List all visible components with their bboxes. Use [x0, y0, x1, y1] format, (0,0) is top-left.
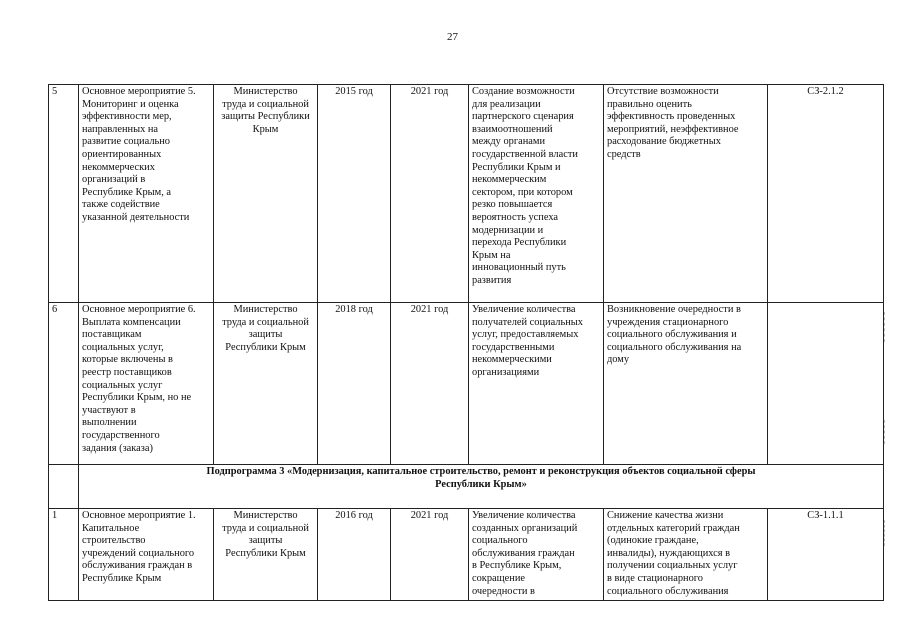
executor-cell: Министерство труда и социальной защиты Республики Крым: [214, 85, 318, 303]
row-number: 6: [49, 303, 79, 465]
subprogram-title: Подпрограмма 3 «Модернизация, капитальное строительство, ремонт и реконструкция объектов социальной сферы Республики Крым»: [79, 465, 884, 509]
table-row: [49, 85, 884, 303]
executor-cell: Министерство труда и социальной защиты Республики Крым: [214, 303, 318, 465]
expected-result: Увеличение количества созданных организаций социального обслуживания граждан в Республике Крым, сокращение очередности в: [469, 509, 604, 601]
measure-title: Основное мероприятие 6. Выплата компенсации поставщикам социальных услуг, которые включены в реестр поставщиков социальных услуг Республики Крым, но не участвуют в выполнении государственного задания (заказа): [79, 303, 214, 465]
expected-result: Увеличение количества получателей социальных услуг, предоставляемых государственными некоммерческими организациями: [469, 303, 604, 465]
row-number: 1: [49, 509, 79, 601]
non-implementation-consequences: Возникновение очередности в учреждения стационарного социального обслуживания и социального обслуживания на дому: [604, 303, 768, 465]
row-number-empty: [49, 465, 79, 509]
start-year: 2015 год: [318, 85, 391, 303]
indicator-code: [768, 303, 884, 465]
row-number: 5: [49, 85, 79, 303]
scan-mark: [884, 420, 891, 444]
end-year: 2021 год: [391, 509, 469, 601]
scan-mark: [884, 312, 891, 342]
executor-cell: Министерство труда и социальной защиты Республики Крым: [214, 509, 318, 601]
start-year: 2018 год: [318, 303, 391, 465]
measure-title: Основное мероприятие 5. Мониторинг и оценка эффективности мер, направленных на развитие социально ориентированных некоммерческих организаций в Республике Крым, а также содействие указанной деятельности: [79, 85, 214, 303]
page-number: 27: [447, 31, 458, 43]
start-year: 2016 год: [318, 509, 391, 601]
measures-table: [48, 84, 884, 601]
table-row: [49, 303, 884, 465]
measure-title: Основное мероприятие 1. Капитальное строительство учреждений социального обслуживания граждан в Республике Крым: [79, 509, 214, 601]
expected-result: Создание возможности для реализации партнерского сценария взаимоотношений между органами государственной власти Республики Крым и некоммерческим сектором, при котором резко повышается вероятность успеха модернизации и перехода Республики Крым на инновационный путь развития: [469, 85, 604, 303]
non-implementation-consequences: Отсутствие возможности правильно оценить эффективность проведенных мероприятий, неэффективное расходование бюджетных средств: [604, 85, 768, 303]
non-implementation-consequences: Снижение качества жизни отдельных категорий граждан (одинокие граждане, инвалиды), нуждающихся в получении социальных услуг в виде стационарного социального обслуживания: [604, 509, 768, 601]
indicator-code: СЗ-1.1.1: [768, 509, 884, 601]
end-year: 2021 год: [391, 303, 469, 465]
table-row: [49, 509, 884, 601]
end-year: 2021 год: [391, 85, 469, 303]
subprogram-row: [49, 465, 884, 509]
indicator-code: СЗ-2.1.2: [768, 85, 884, 303]
scan-mark: [884, 520, 891, 546]
